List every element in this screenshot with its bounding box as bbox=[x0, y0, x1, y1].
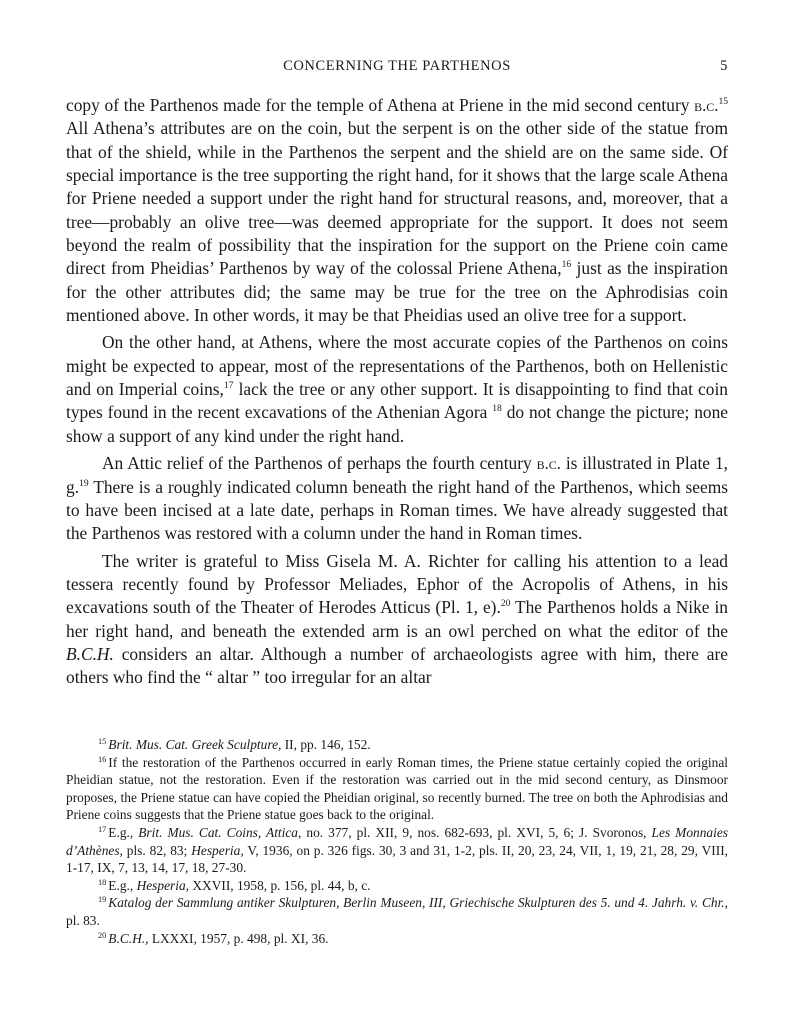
paragraph-2: On the other hand, at Athens, where the most accurate copies of the Parthenos on coins might be expected to appear, most of the representations of the Parthenos, both on Hellenistic and on Imperial coins,$^{17}$ lack the tree or any other support. It is disappointing to find that coin types found in the recent excavations of the Athenian Agora $^{18}$ do not change the picture; none show a support of any kind under the right hand. bbox=[66, 332, 729, 446]
era-bc: b.c. bbox=[694, 96, 719, 115]
running-title: CONCERNING THE PARTHENOS bbox=[283, 58, 511, 74]
footnote-20: $^{20}$ B.C.H., LXXXI, 1957, p. 498, pl. XI, 36. bbox=[98, 930, 329, 946]
footnote-18: $^{18}$ E.g., Hesperia, XXVII, 1958, p. 156, pl. 44, b, c. bbox=[98, 877, 371, 893]
footnote-16: $^{16}$ If the restoration of the Parthenos occurred in early Roman times, the Priene statue certainly copied the original Pheidian statue, not the restoration. Even if the restoration was carried out in the mid second century, as Dinsmoor proposes, the Priene statue can have copied the Pheidian original, so recently burned. The tree on both the Aphrodisias and Priene coins suggests that the Priene statue goes back to the original. bbox=[66, 754, 728, 823]
footnote-ref-19: 19 bbox=[79, 477, 89, 489]
footnote-17: $^{17}$ E.g., Brit. Mus. Cat. Coins, Attica, no. 377, pl. XII, 9, nos. 682-693, pl. XVI, 5, 6; J. Svoronos, Les Monnaies d’Athènes, pls. 82, 83; Hesperia, V, 1936, on p. 326 figs. 30, 3 and 31, 1-2, pls. II, 20, 23, 24, VII, 1, 19, 21, 28, 29, VIII, 1-17, IX, 7, 13, 14, 17, 18, 27-30. bbox=[66, 824, 728, 876]
era-bc: b.c. bbox=[536, 454, 561, 474]
footnote-ref-18: 18 bbox=[492, 403, 502, 415]
footnote-ref-15: 15 bbox=[718, 95, 728, 107]
footnote-ref-17: 17 bbox=[223, 379, 234, 391]
footnotes bbox=[66, 736, 728, 947]
page-number: 5 bbox=[720, 58, 728, 74]
paragraph-4: The writer is grateful to Miss Gisela M. A. Richter for calling his attention to a lead tessera recently found by Professor Meliades, Ephor of the Acropolis of Athens, in his excavations south of the Theater of Herodes Atticus (Pl. 1, e).$^{20}$ The Parthenos holds a Nike in her right hand, and beneath the extended arm is an owl perched on what the editor of the B.C.H. considers an altar. Although a number of archaeologists agree with him, there are others who find the “ altar ” too irregular for an altar bbox=[66, 550, 728, 688]
running-header bbox=[66, 58, 728, 80]
footnote-15: $^{15}$ Brit. Mus. Cat. Greek Sculpture, II, pp. 146, 152. bbox=[98, 737, 371, 752]
body-text bbox=[66, 94, 728, 690]
paragraph-3: An Attic relief of the Parthenos of perhaps the fourth century b.c. is illustrated in Plate 1, g.$^{19}$ There is a roughly indicated column beneath the right hand of the Parthenos, which seems to have been incised at a late date, perhaps in Roman times. We have already suggested that the Parthenos was restored with a column under the hand in Roman times. bbox=[66, 453, 728, 544]
footnote-ref-20: 20 bbox=[500, 598, 511, 610]
footnote-ref-16: 16 bbox=[561, 259, 572, 271]
footnote-19: $^{19}$ Katalog der Sammlung antiker Skulpturen, Berlin Museen, III, Griechische Skulpturen des 5. und 4. Jahrh. v. Chr., pl. 83. bbox=[66, 895, 728, 928]
paragraph-1: copy of the Parthenos made for the temple of Athena at Priene in the mid second century b.c.$^{15}$ All Athena’s attributes are on the coin, but the serpent is on the other side of the statue from that of the shield, while in the Parthenos the serpent and the shield are on the same side. Of special importance is the tree supporting the right hand, for it shows that the large scale Athena for Priene needed a support under the right hand for structural reasons, and, moreover, that a tree—probably an olive tree—was deemed appropriate for the support. It does not seem beyond the realm of possibility that the inspiration for the support on the Priene coin came direct from Pheidias’ Parthenos by way of the colossal Priene Athena,$^{16}$ just as the inspiration for the other attributes did; the same may be true for the tree on the Aphrodisias coin mentioned above. In other words, it may be that Pheidias used an olive tree for a support. bbox=[66, 95, 729, 326]
